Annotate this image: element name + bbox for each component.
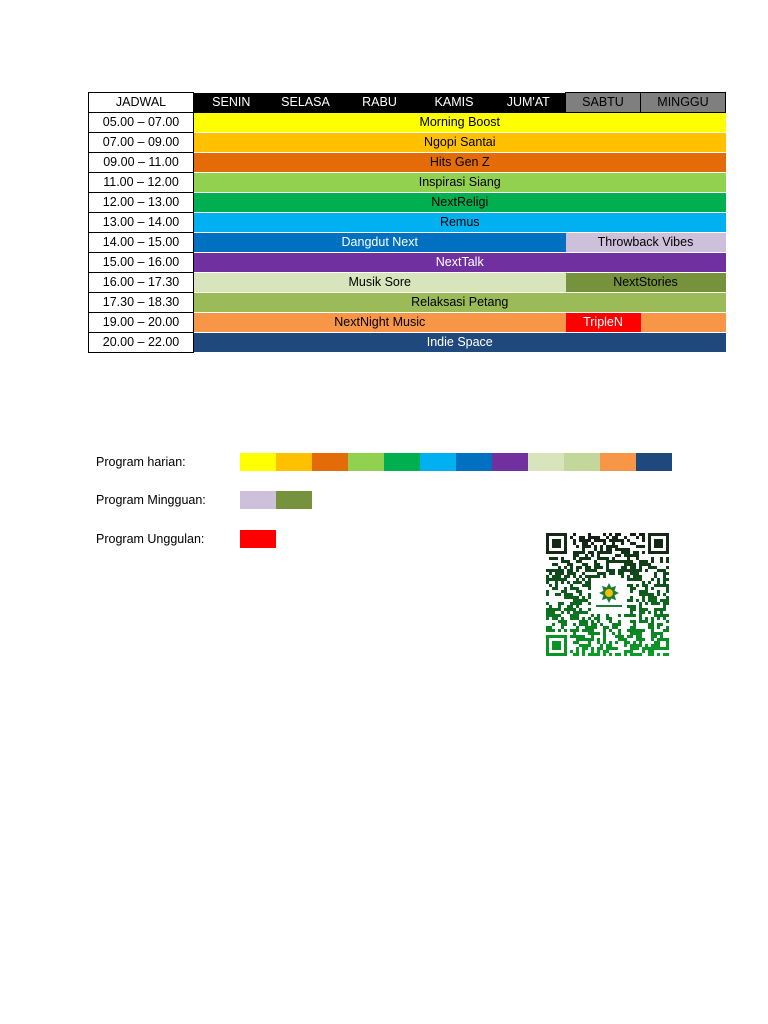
schedule-row xyxy=(89,153,726,173)
legend-swatch xyxy=(636,453,672,471)
time-slot: 17.30 – 18.30 xyxy=(89,293,194,313)
program-cell: NextNight Music xyxy=(194,313,566,333)
program-cell: TripleN xyxy=(566,313,641,333)
program-cell: Morning Boost xyxy=(194,113,726,133)
program-cell: Musik Sore xyxy=(194,273,566,293)
legend-swatch xyxy=(348,453,384,471)
schedule-row xyxy=(89,173,726,193)
schedule-row xyxy=(89,293,726,313)
header-jadwal: JADWAL xyxy=(89,93,194,113)
legend-swatches xyxy=(240,491,312,509)
schedule-row xyxy=(89,213,726,233)
legend-swatch xyxy=(276,491,312,509)
legend-swatch xyxy=(240,491,276,509)
schedule-row xyxy=(89,133,726,153)
program-cell: NextReligi xyxy=(194,193,726,213)
schedule-row xyxy=(89,233,726,253)
program-cell: Remus xyxy=(194,213,726,233)
program-cell: NextTalk xyxy=(194,253,726,273)
program-cell: Hits Gen Z xyxy=(194,153,726,173)
time-slot: 20.00 – 22.00 xyxy=(89,333,194,353)
legend-swatch xyxy=(600,453,636,471)
schedule-table xyxy=(88,92,726,353)
legend-label: Program harian: xyxy=(96,455,186,469)
header-day: JUM'AT xyxy=(492,93,566,113)
legend-swatch xyxy=(564,453,600,471)
time-slot: 15.00 – 16.00 xyxy=(89,253,194,273)
program-cell: Throwback Vibes xyxy=(566,233,726,253)
header-day: KAMIS xyxy=(417,93,492,113)
legend-swatch xyxy=(420,453,456,471)
schedule-row xyxy=(89,193,726,213)
legend-swatch xyxy=(276,453,312,471)
time-slot: 11.00 – 12.00 xyxy=(89,173,194,193)
time-slot: 14.00 – 15.00 xyxy=(89,233,194,253)
time-slot: 12.00 – 13.00 xyxy=(89,193,194,213)
schedule-row xyxy=(89,273,726,293)
legend-label: Program Mingguan: xyxy=(96,493,206,507)
program-cell: Ngopi Santai xyxy=(194,133,726,153)
program-cell: Inspirasi Siang xyxy=(194,173,726,193)
legend-swatch xyxy=(240,453,276,471)
header-row xyxy=(89,93,726,113)
header-day: SABTU xyxy=(566,93,641,113)
legend-swatches xyxy=(240,453,672,471)
time-slot: 07.00 – 09.00 xyxy=(89,133,194,153)
time-slot: 19.00 – 20.00 xyxy=(89,313,194,333)
program-cell: NextStories xyxy=(566,273,726,293)
legend-swatch xyxy=(240,530,276,548)
legend-swatch xyxy=(384,453,420,471)
time-slot: 13.00 – 14.00 xyxy=(89,213,194,233)
header-day: MINGGU xyxy=(641,93,726,113)
program-cell: Indie Space xyxy=(194,333,726,353)
program-cell xyxy=(641,313,726,333)
schedule-row xyxy=(89,313,726,333)
program-cell: Dangdut Next xyxy=(194,233,566,253)
time-slot: 05.00 – 07.00 xyxy=(89,113,194,133)
legend-swatches xyxy=(240,530,276,548)
schedule-row xyxy=(89,333,726,353)
legend-swatch xyxy=(312,453,348,471)
program-cell: Relaksasi Petang xyxy=(194,293,726,313)
time-slot: 09.00 – 11.00 xyxy=(89,153,194,173)
qr-code-icon xyxy=(545,531,671,659)
header-day: SENIN xyxy=(194,93,269,113)
legend-swatch xyxy=(528,453,564,471)
header-day: SELASA xyxy=(269,93,343,113)
schedule-row xyxy=(89,113,726,133)
legend-swatch xyxy=(492,453,528,471)
legend-label: Program Unggulan: xyxy=(96,532,205,546)
time-slot: 16.00 – 17.30 xyxy=(89,273,194,293)
schedule-row xyxy=(89,253,726,273)
header-day: RABU xyxy=(343,93,417,113)
legend-swatch xyxy=(456,453,492,471)
